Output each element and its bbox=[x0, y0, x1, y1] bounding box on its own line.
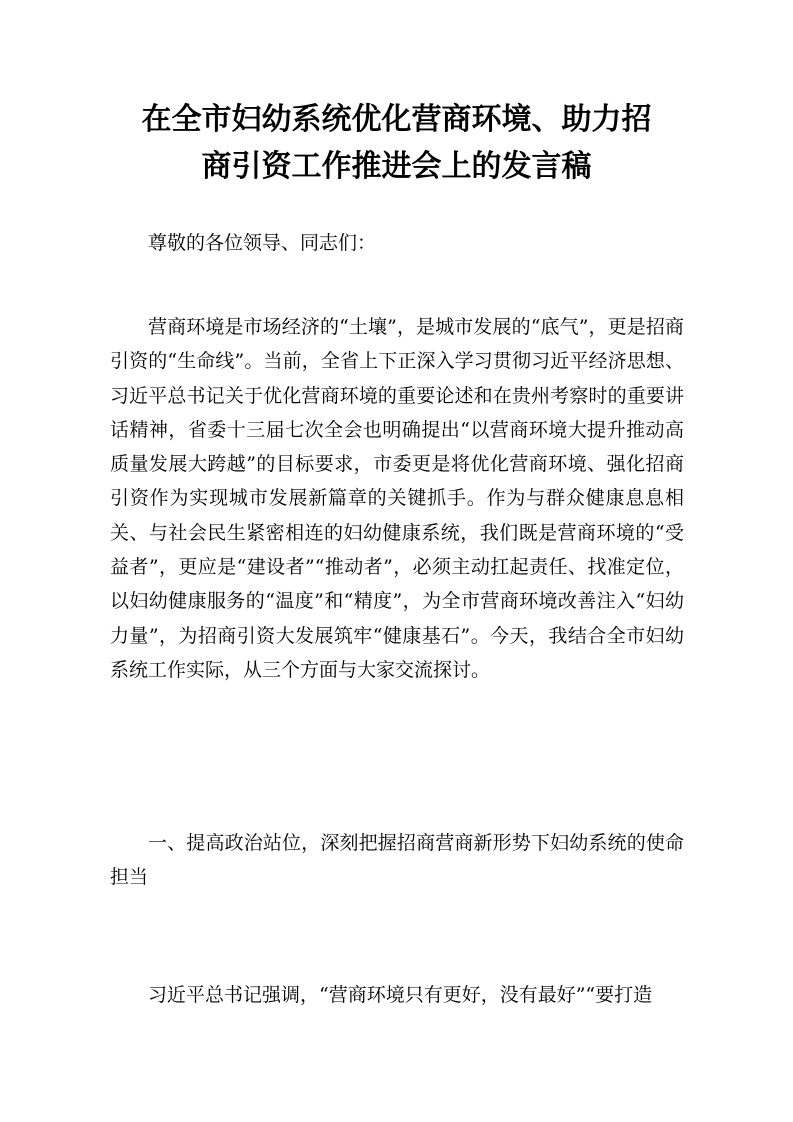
document-title bbox=[100, 96, 693, 190]
title-line-1: 在全市妇幼系统优化营商环境、助力招 bbox=[141, 102, 652, 137]
salutation: 尊敬的各位领导、同志们： bbox=[148, 232, 377, 254]
paragraph-intro: 营商环境是市场经济的“土壤”，是城市发展的“底气”，更是招商引资的“生命线”。当前，全省上下正深入学习贯彻习近平经济思想、习近平总书记关于优化营商环境的重要论述和在贵州考察时的重要讲话精神，省委十三届七次全会也明确提出“以营商环境大提升推动高质量发展大跨越”的目标要求，市委更是将优化营商环境、强化招商引资作为实现城市发展新篇章的关键抓手。作为与群众健康息息相关、与社会民生紧密相连的妇幼健康系统，我们既是营商环境的“受益者”，更应是“建设者”“推动者”，必须主动扛起责任、找准定位，以妇幼健康服务的“温度”和“精度”，为全市营商环境改善注入“妇幼力量”，为招商引资大发展筑牢“健康基石”。今天，我结合全市妇幼系统工作实际，从三个方面与大家交流探讨。 bbox=[110, 316, 684, 681]
paragraph-section-1: 习近平总书记强调，“营商环境只有更好，没有最好”“要打造 bbox=[148, 984, 653, 1006]
section-heading-1: 一、提高政治站位，深刻把握招商营商新形势下妇幼系统的使命担当 bbox=[110, 832, 684, 889]
title-line-2: 商引资工作推进会上的发言稿 bbox=[201, 149, 592, 184]
